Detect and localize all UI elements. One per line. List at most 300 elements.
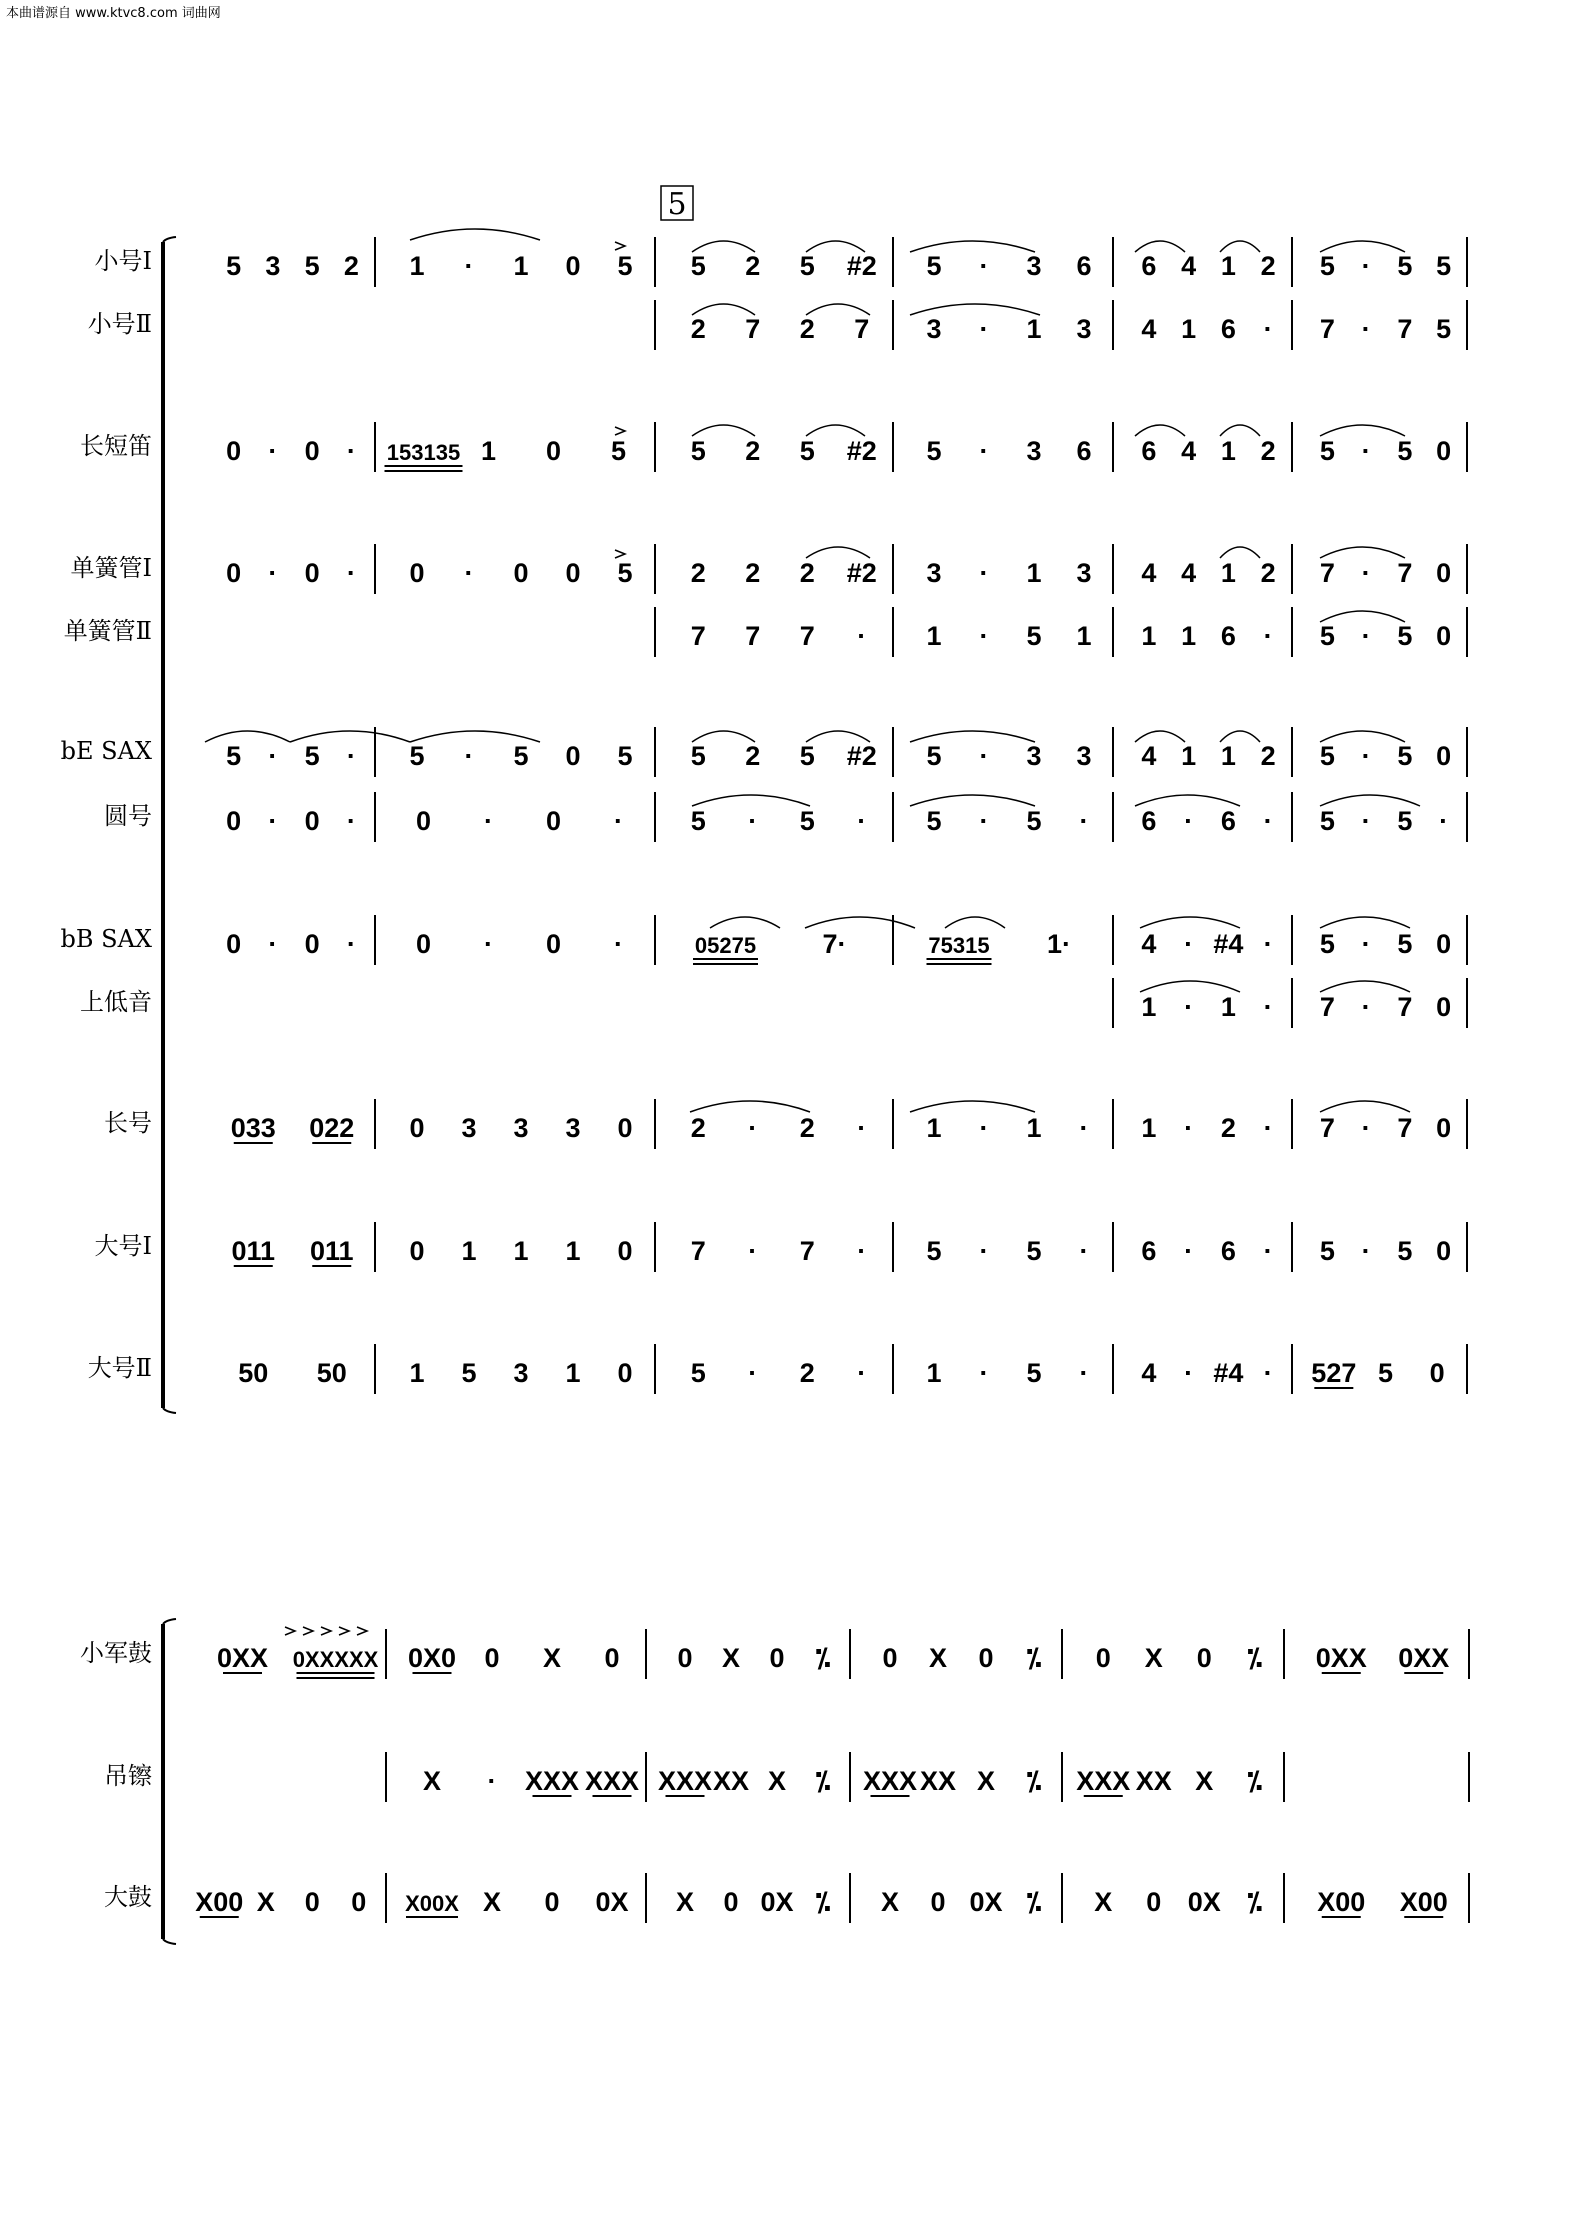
note-token: 7 [1319, 1113, 1335, 1143]
note-token: 0 [415, 806, 432, 836]
note-token: 3 [1076, 558, 1092, 588]
note-token: XXX [584, 1766, 640, 1796]
note-token: XX [712, 1766, 750, 1796]
note-token: · [1361, 251, 1371, 281]
note-token: 0 [1436, 1236, 1452, 1266]
instrument-label-horn: 圆号 [104, 802, 152, 830]
note-token: 1· [1046, 929, 1072, 959]
note-token: 1 [1141, 992, 1157, 1022]
note-token: · [1184, 806, 1194, 836]
note-token: · [1263, 1358, 1273, 1388]
slur [1140, 981, 1240, 992]
slur [692, 795, 810, 806]
note-token: 4 [1181, 558, 1197, 588]
note-token: 5 [799, 806, 815, 836]
note-token: 0 [544, 1887, 560, 1917]
note-token: · [1079, 806, 1089, 836]
note-token: 5 [617, 251, 633, 281]
slur [1220, 425, 1260, 436]
staff-row-trombone [231, 1099, 1467, 1149]
note-token: XXX [862, 1766, 918, 1796]
note-token: 0 [226, 436, 242, 466]
note-token: 5 [1319, 806, 1335, 836]
note-token: 0 [304, 1887, 320, 1917]
note-token: · [268, 741, 278, 771]
note-token: 2 [799, 314, 815, 344]
note-token: 2 [745, 741, 761, 771]
note-token: 5 [461, 1358, 477, 1388]
note-token: · [979, 251, 989, 281]
note-token: 1 [1181, 741, 1197, 771]
note-token: · [1263, 992, 1273, 1022]
note-token: 011 [231, 1236, 276, 1266]
note-token: #2 [846, 558, 877, 588]
rehearsal-mark-number: 5 [667, 187, 687, 222]
note-token: X [1195, 1766, 1214, 1796]
note-token: 5 [513, 741, 529, 771]
note-token: · [857, 806, 867, 836]
staff-row-ebsax [226, 727, 1467, 777]
note-token: 6 [1141, 806, 1157, 836]
note-token: X00 [195, 1887, 244, 1917]
accent-mark [357, 1627, 367, 1635]
note-token: 0 [226, 929, 242, 959]
note-token: · [1184, 1113, 1194, 1143]
note-token: X [976, 1766, 996, 1796]
staff-row-bassdrum [195, 1873, 1469, 1923]
note-token: X [1094, 1887, 1113, 1917]
note-token: #2 [846, 741, 877, 771]
accent-mark [285, 1627, 295, 1635]
note-token: 153135 [386, 440, 461, 465]
note-token: 7 [690, 621, 706, 651]
note-token: 0 [409, 558, 425, 588]
note-token: 5 [799, 741, 815, 771]
note-token: ⁒ [1247, 1766, 1263, 1796]
slur [910, 1101, 1035, 1112]
note-token: · [1361, 741, 1371, 771]
slur [910, 795, 1035, 806]
note-token: 5 [690, 806, 706, 836]
note-token: 1 [1220, 251, 1236, 281]
note-token: 6 [1141, 436, 1157, 466]
slur [1320, 917, 1410, 928]
instrument-label-trumpet2: 小号Ⅱ [87, 310, 152, 338]
note-token: 3 [513, 1358, 529, 1388]
note-token: · [464, 251, 474, 281]
note-token: 5 [1319, 1236, 1335, 1266]
note-token: 5 [1026, 1358, 1042, 1388]
note-token: 0 [545, 929, 562, 959]
instrument-label-baritone: 上低音 [80, 988, 152, 1016]
note-token: 5 [226, 741, 242, 771]
note-token: 5 [617, 558, 633, 588]
note-token: 5 [409, 741, 425, 771]
note-token: 0 [1436, 558, 1452, 588]
note-token: 3 [265, 251, 281, 281]
note-token: 3 [565, 1113, 581, 1143]
note-token: 4 [1141, 929, 1157, 959]
note-token: 5 [1319, 251, 1335, 281]
note-token: 0X [1187, 1887, 1221, 1917]
note-token: 1 [1026, 1113, 1042, 1143]
note-token: 527 [1311, 1358, 1357, 1388]
note-token: XX [919, 1766, 957, 1796]
note-token: 6 [1220, 314, 1236, 344]
note-token: 3 [1076, 741, 1092, 771]
note-token: 7· [822, 929, 847, 959]
note-token: · [464, 558, 474, 588]
staff-row-clarinet2 [655, 607, 1467, 657]
note-token: 1 [480, 436, 497, 466]
instrument-label-clarinet2: 单簧管Ⅱ [63, 617, 152, 645]
note-token: 0 [617, 1113, 633, 1143]
note-token: 7 [1397, 314, 1413, 344]
note-token: 7 [1319, 558, 1335, 588]
note-token: 0XXXXX [292, 1647, 379, 1672]
accent-mark [615, 427, 625, 435]
note-token: 1 [1026, 558, 1042, 588]
note-token: · [1184, 1358, 1194, 1388]
instrument-label-bassdrum: 大鼓 [104, 1883, 152, 1911]
note-token: · [1361, 1113, 1371, 1143]
note-token: 5 [304, 251, 320, 281]
note-token: 0 [513, 558, 529, 588]
note-token: · [1263, 1236, 1273, 1266]
note-token: 5 [1397, 621, 1413, 651]
instrument-label-clarinet1: 单簧管Ⅰ [70, 554, 152, 582]
note-token: · [1361, 314, 1371, 344]
note-token: · [1361, 621, 1371, 651]
note-token: 5 [926, 251, 942, 281]
note-token: 50 [316, 1358, 347, 1388]
note-token: X [482, 1887, 502, 1917]
slur [806, 547, 870, 558]
note-token: · [857, 621, 867, 651]
note-token: · [1361, 436, 1371, 466]
note-token: 7 [1397, 992, 1413, 1022]
note-token: 1 [1220, 741, 1236, 771]
note-token: 1 [1076, 621, 1092, 651]
note-token: 5 [1397, 929, 1413, 959]
note-token: X [721, 1643, 741, 1673]
note-token: 1 [409, 251, 425, 281]
note-token: 2 [690, 558, 706, 588]
note-token: · [1361, 806, 1371, 836]
note-token: 0 [978, 1643, 994, 1673]
note-token: 5 [1397, 741, 1413, 771]
instrument-label-piccolo: 长短笛 [80, 432, 152, 460]
note-token: X00X [405, 1891, 459, 1916]
note-token: X00 [1317, 1887, 1366, 1917]
note-token: 5 [799, 436, 815, 466]
note-token: 5 [1436, 314, 1452, 344]
note-token: 5 [926, 1236, 942, 1266]
note-token: 1 [926, 1113, 942, 1143]
note-token: 1 [1181, 314, 1197, 344]
note-token: 4 [1181, 436, 1197, 466]
slur [1320, 547, 1405, 558]
note-token: 5 [926, 806, 942, 836]
instrument-label-tuba2: 大号Ⅱ [87, 1354, 152, 1382]
note-token: 3 [926, 558, 942, 588]
slur [1320, 1101, 1410, 1112]
note-token: 0 [545, 436, 562, 466]
note-token: · [979, 558, 989, 588]
note-token: · [1079, 1236, 1089, 1266]
note-token: · [1263, 621, 1273, 651]
note-token: · [1263, 1113, 1273, 1143]
note-token: X00 [1399, 1887, 1448, 1917]
note-token: · [484, 806, 493, 836]
slur [1135, 795, 1240, 806]
note-token: 1 [409, 1358, 425, 1388]
instrument-label-trombone: 长号 [104, 1109, 152, 1137]
note-token: 7 [1319, 992, 1335, 1022]
staff-row-tuba2 [238, 1344, 1467, 1394]
rehearsal-mark [661, 186, 693, 222]
note-token: 0 [1436, 992, 1452, 1022]
note-token: 1 [926, 621, 942, 651]
note-token: 4 [1141, 1358, 1157, 1388]
instrument-labels [61, 247, 153, 1911]
accent-mark [615, 550, 625, 558]
note-token: · [346, 558, 356, 588]
instrument-label-trumpet1: 小号Ⅰ [94, 247, 152, 275]
note-token: · [346, 741, 356, 771]
note-token: 2 [343, 251, 359, 281]
staff-rows [195, 237, 1469, 1923]
staff-row-tuba1 [231, 1222, 1467, 1272]
note-token: 0 [1095, 1643, 1111, 1673]
note-token: · [979, 621, 989, 651]
note-token: · [1079, 1358, 1089, 1388]
instrument-label-tuba1: 大号Ⅰ [94, 1232, 152, 1260]
note-token: 0 [1196, 1643, 1212, 1673]
note-token: 0X [969, 1887, 1003, 1917]
note-token: · [979, 314, 989, 344]
accent-mark [615, 242, 625, 250]
note-token: 0X [760, 1887, 794, 1917]
note-token: ⁒ [1247, 1887, 1263, 1917]
note-token: 5 [1319, 621, 1335, 651]
note-token: 0 [769, 1643, 785, 1673]
staff-row-bbsax [226, 915, 1467, 965]
note-token: · [1361, 992, 1371, 1022]
note-token: 4 [1141, 741, 1157, 771]
slur [1320, 425, 1405, 436]
note-token: 0 [1436, 621, 1452, 651]
note-token: 0XX [216, 1643, 269, 1673]
note-token: 5 [1397, 806, 1413, 836]
note-token: ⁒ [1247, 1643, 1263, 1673]
instrument-label-cymbal: 吊镲 [104, 1762, 152, 1790]
note-token: X [880, 1887, 900, 1917]
note-token: 7 [745, 621, 761, 651]
slur [710, 917, 780, 928]
note-token: 5 [226, 251, 242, 281]
note-token: 3 [926, 314, 942, 344]
note-token: · [857, 1358, 867, 1388]
note-token: ⁒ [1026, 1643, 1042, 1673]
note-token: · [1184, 1236, 1194, 1266]
note-token: 2 [799, 1358, 815, 1388]
accent-mark [303, 1627, 313, 1635]
note-token: 0 [930, 1887, 946, 1917]
note-token: 0 [304, 436, 320, 466]
note-token: 2 [1260, 436, 1276, 466]
note-token: 0 [565, 558, 581, 588]
note-token: XXX [657, 1766, 713, 1796]
note-token: · [484, 929, 493, 959]
note-token: 5 [690, 1358, 706, 1388]
note-token: 6 [1141, 251, 1157, 281]
note-token: · [1263, 806, 1273, 836]
note-token: #2 [846, 251, 877, 281]
note-token: 2 [799, 1113, 815, 1143]
note-token: 6 [1076, 436, 1092, 466]
note-token: 2 [1260, 558, 1276, 588]
note-token: 0 [304, 558, 320, 588]
note-token: 5 [1436, 251, 1452, 281]
note-token: 6 [1220, 806, 1236, 836]
note-token: X [675, 1887, 695, 1917]
note-token: 0 [617, 1358, 633, 1388]
note-token: 2 [1260, 251, 1276, 281]
note-token: 2 [745, 558, 761, 588]
note-token: 5 [690, 741, 706, 771]
slur [1135, 425, 1185, 436]
instrument-label-ebsax: bE SAX [60, 737, 152, 765]
staff-row-baritone [1113, 978, 1467, 1028]
note-token: #2 [846, 436, 877, 466]
note-token: 4 [1181, 251, 1197, 281]
note-token: 5 [1319, 741, 1335, 771]
note-token: 5 [1319, 929, 1335, 959]
note-token: 3 [1026, 251, 1042, 281]
note-token: 0 [565, 251, 581, 281]
note-token: 5 [1026, 806, 1042, 836]
system-brackets [163, 237, 176, 1944]
slur [945, 917, 1005, 928]
note-token: · [268, 929, 278, 959]
note-token: · [979, 1358, 989, 1388]
note-token: · [346, 806, 356, 836]
note-token: 6 [1141, 1236, 1157, 1266]
note-token: 6 [1220, 621, 1236, 651]
staff-row-cymbal [386, 1752, 1469, 1802]
note-token: · [857, 1236, 867, 1266]
note-token: 1 [926, 1358, 942, 1388]
note-token: 0 [1146, 1887, 1162, 1917]
note-token: 5 [1319, 436, 1335, 466]
note-token: 7 [690, 1236, 706, 1266]
note-token: 2 [1260, 741, 1276, 771]
staff-row-trumpet1 [226, 237, 1467, 287]
slur [410, 229, 540, 240]
note-token: · [1079, 1113, 1089, 1143]
instrument-label-snare: 小军鼓 [80, 1639, 152, 1667]
note-token: 7 [799, 1236, 815, 1266]
note-token: 2 [690, 1113, 706, 1143]
note-token: · [979, 436, 989, 466]
note-token: · [1361, 929, 1371, 959]
note-token: 0 [409, 1113, 425, 1143]
note-token: · [268, 558, 278, 588]
note-token: 7 [1319, 314, 1335, 344]
note-token: ⁒ [815, 1766, 831, 1796]
note-token: · [748, 1358, 758, 1388]
note-token: · [487, 1766, 497, 1796]
note-token: 0 [1429, 1358, 1445, 1388]
slur [806, 425, 865, 436]
note-token: 5 [1026, 621, 1042, 651]
note-token: 0 [617, 1236, 633, 1266]
note-token: 0 [545, 806, 562, 836]
note-token: 05275 [694, 933, 757, 958]
note-token: 0 [226, 806, 242, 836]
note-token: 75315 [928, 933, 990, 958]
note-token: · [979, 806, 989, 836]
note-token: 4 [1141, 558, 1157, 588]
note-token: 0 [1436, 929, 1452, 959]
note-token: 7 [1397, 558, 1413, 588]
note-token: 7 [854, 314, 870, 344]
note-token: 0 [723, 1887, 739, 1917]
note-token: 1 [461, 1236, 477, 1266]
note-token: 2 [1220, 1113, 1236, 1143]
staff-row-horn [226, 792, 1467, 842]
source-header: 本曲谱源自 www.ktvc8.com 词曲网 [6, 6, 221, 21]
note-token: 3 [513, 1113, 529, 1143]
note-token: 0XX [1398, 1643, 1450, 1673]
note-token: ⁒ [815, 1887, 831, 1917]
note-token: 5 [1377, 1358, 1394, 1388]
note-token: · [1184, 992, 1194, 1022]
note-token: X [1144, 1643, 1163, 1673]
note-token: 0 [565, 741, 581, 771]
note-token: 1 [565, 1236, 581, 1266]
note-token: · [1184, 929, 1194, 959]
note-token: · [748, 1236, 758, 1266]
note-token: #4 [1213, 929, 1244, 959]
note-token: 2 [745, 251, 761, 281]
note-token: X [542, 1643, 562, 1673]
note-token: · [979, 741, 989, 771]
note-token: 0 [1436, 1113, 1452, 1143]
note-token: X [767, 1766, 787, 1796]
note-token: 5 [304, 741, 320, 771]
instrument-label-bbsax: bB SAX [60, 925, 152, 953]
note-token: · [979, 1236, 989, 1266]
note-token: · [1263, 929, 1273, 959]
note-token: · [1439, 806, 1449, 836]
note-token: · [1263, 314, 1273, 344]
note-token: 4 [1141, 314, 1157, 344]
note-token: #4 [1213, 1358, 1244, 1388]
note-token: · [614, 806, 623, 836]
note-token: 5 [926, 436, 942, 466]
note-token: · [857, 1113, 867, 1143]
note-token: 5 [799, 251, 815, 281]
note-token: XXX [1076, 1766, 1131, 1796]
note-token: 0 [415, 929, 432, 959]
note-token: · [346, 929, 356, 959]
note-token: 1 [513, 251, 529, 281]
note-token: · [748, 1113, 758, 1143]
note-token: · [614, 929, 623, 959]
note-token: 1 [1220, 436, 1236, 466]
